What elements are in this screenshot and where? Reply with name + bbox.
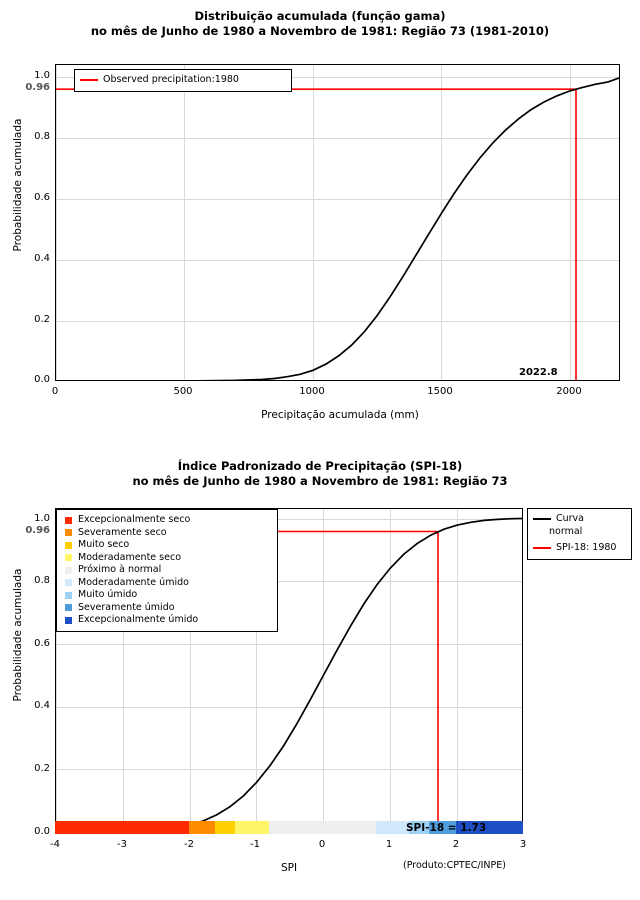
legend-label-cat: Muito seco [78, 539, 130, 550]
black-line-swatch-icon [533, 518, 551, 520]
colorbar-seg-excepcionalmente-seco [55, 821, 189, 834]
y-tick-label: 0.4 [34, 253, 50, 264]
spi-category-legend [56, 509, 278, 632]
color-dot-icon [65, 542, 72, 549]
y-tick-label: 1.0 [34, 70, 50, 81]
x-tick-label: 2000 [556, 386, 582, 397]
colorbar-seg-proximo-normal [269, 821, 376, 834]
y-tick-label: 0.6 [34, 192, 50, 203]
y-tick-label: 0.2 [34, 314, 50, 325]
x-tick-label: -1 [250, 839, 260, 850]
top-title-line2: no mês de Junho de 1980 a Novembro de 1981: Região 73 (1981-2010) [90, 24, 550, 38]
legend-entry-cat [62, 602, 271, 615]
legend-entry-cat [62, 552, 271, 565]
x-tick-label: 500 [173, 386, 193, 397]
y-tick-label: 0.2 [34, 763, 50, 774]
bottom-xaxis-title: SPI [280, 862, 298, 874]
legend-label-cat: Severamente úmido [78, 601, 175, 613]
legend-label-cat: Moderadamente seco [78, 551, 182, 563]
red-line-swatch-icon [533, 547, 551, 549]
top-chart-title [0, 0, 640, 39]
bottom-title-line1: Índice Padronizado de Precipitação (SPI-18) [177, 459, 463, 473]
x-tick-label: 1 [385, 839, 393, 850]
x-tick-label: 2 [452, 839, 460, 850]
color-dot-icon [65, 529, 72, 536]
y-tick-label: 1.0 [34, 513, 50, 524]
x-tick-label: 1500 [427, 386, 453, 397]
legend-entry-cat [62, 539, 271, 552]
top-observed-value-label: 2022.8 [519, 367, 558, 378]
legend-label-curva-l2: normal [549, 525, 583, 537]
y-tick-label: 0.0 [34, 826, 50, 837]
bottom-probability-highlight: 0.96 [18, 525, 50, 536]
x-tick-label: 0 [318, 839, 326, 850]
legend-label-cat: Excepcionalmente úmido [78, 614, 199, 625]
spi-curve-legend [527, 508, 632, 560]
legend-entry-observed [80, 74, 285, 87]
color-dot-icon [65, 579, 72, 586]
gamma-cdf-curve [56, 65, 620, 381]
bottom-yaxis-title: Probabilidade acumulada [12, 568, 24, 702]
legend-label-cat: Excepcionalmente seco [78, 514, 191, 525]
color-dot-icon [65, 617, 72, 624]
color-dot-icon [65, 517, 72, 524]
legend-label-spi: SPI-18: 1980 [556, 542, 617, 553]
color-dot-icon [65, 604, 72, 611]
top-xaxis-title: Precipitação acumulada (mm) [261, 409, 419, 421]
y-tick-label: 0.4 [34, 700, 50, 711]
top-yaxis-title: Probabilidade acumulada [12, 118, 24, 252]
colorbar-seg-severamente-seco [189, 821, 216, 834]
legend-entry-spi [533, 542, 625, 555]
legend-entry-cat [62, 514, 271, 527]
legend-label-cat: Muito úmido [78, 589, 138, 600]
top-title-line1: Distribuição acumulada (função gama) [194, 9, 446, 23]
legend-entry-curva-normal-l2 [533, 526, 625, 539]
color-dot-icon [65, 567, 72, 574]
x-tick-label: 0 [51, 386, 59, 397]
legend-entry-cat [62, 564, 271, 577]
top-legend [74, 69, 292, 92]
spi-value-label: SPI-18 = 1.73 [406, 822, 487, 834]
y-tick-label: 0.0 [34, 374, 50, 385]
x-tick-label: 3 [519, 839, 527, 850]
y-tick-label: 0.8 [34, 575, 50, 586]
x-tick-label: -2 [184, 839, 194, 850]
top-plot-area [55, 64, 620, 381]
legend-entry-cat [62, 589, 271, 602]
colorbar-seg-moderadamente-umido [376, 821, 409, 834]
color-dot-icon [65, 554, 72, 561]
y-tick-label: 0.8 [34, 131, 50, 142]
product-credit: (Produto:CPTEC/INPE) [403, 860, 506, 871]
bottom-plot-area [55, 508, 523, 834]
spi-panel [0, 450, 640, 900]
colorbar-seg-moderadamente-seco [235, 821, 268, 834]
legend-label-cat: Moderadamente úmido [78, 576, 189, 588]
legend-label-observed: Observed precipitation:1980 [103, 74, 239, 85]
x-tick-label: 1000 [299, 386, 325, 397]
legend-label-curva-l1: Curva [556, 513, 585, 524]
color-dot-icon [65, 592, 72, 599]
legend-entry-cat [62, 527, 271, 540]
legend-entry-cat [62, 614, 271, 627]
legend-entry-curva-normal [533, 513, 625, 526]
legend-label-cat: Severamente seco [78, 526, 167, 538]
bottom-chart-title [0, 450, 640, 489]
x-tick-label: -4 [50, 839, 60, 850]
legend-label-cat: Próximo à normal [78, 564, 162, 575]
y-tick-label: 0.6 [34, 638, 50, 649]
red-line-swatch-icon [80, 79, 98, 81]
colorbar-seg-muito-seco [215, 821, 235, 834]
legend-entry-cat [62, 577, 271, 590]
x-tick-label: -3 [117, 839, 127, 850]
top-probability-highlight: 0.96 [18, 82, 50, 93]
bottom-title-line2: no mês de Junho de 1980 a Novembro de 1981: Região 73 [132, 474, 508, 488]
